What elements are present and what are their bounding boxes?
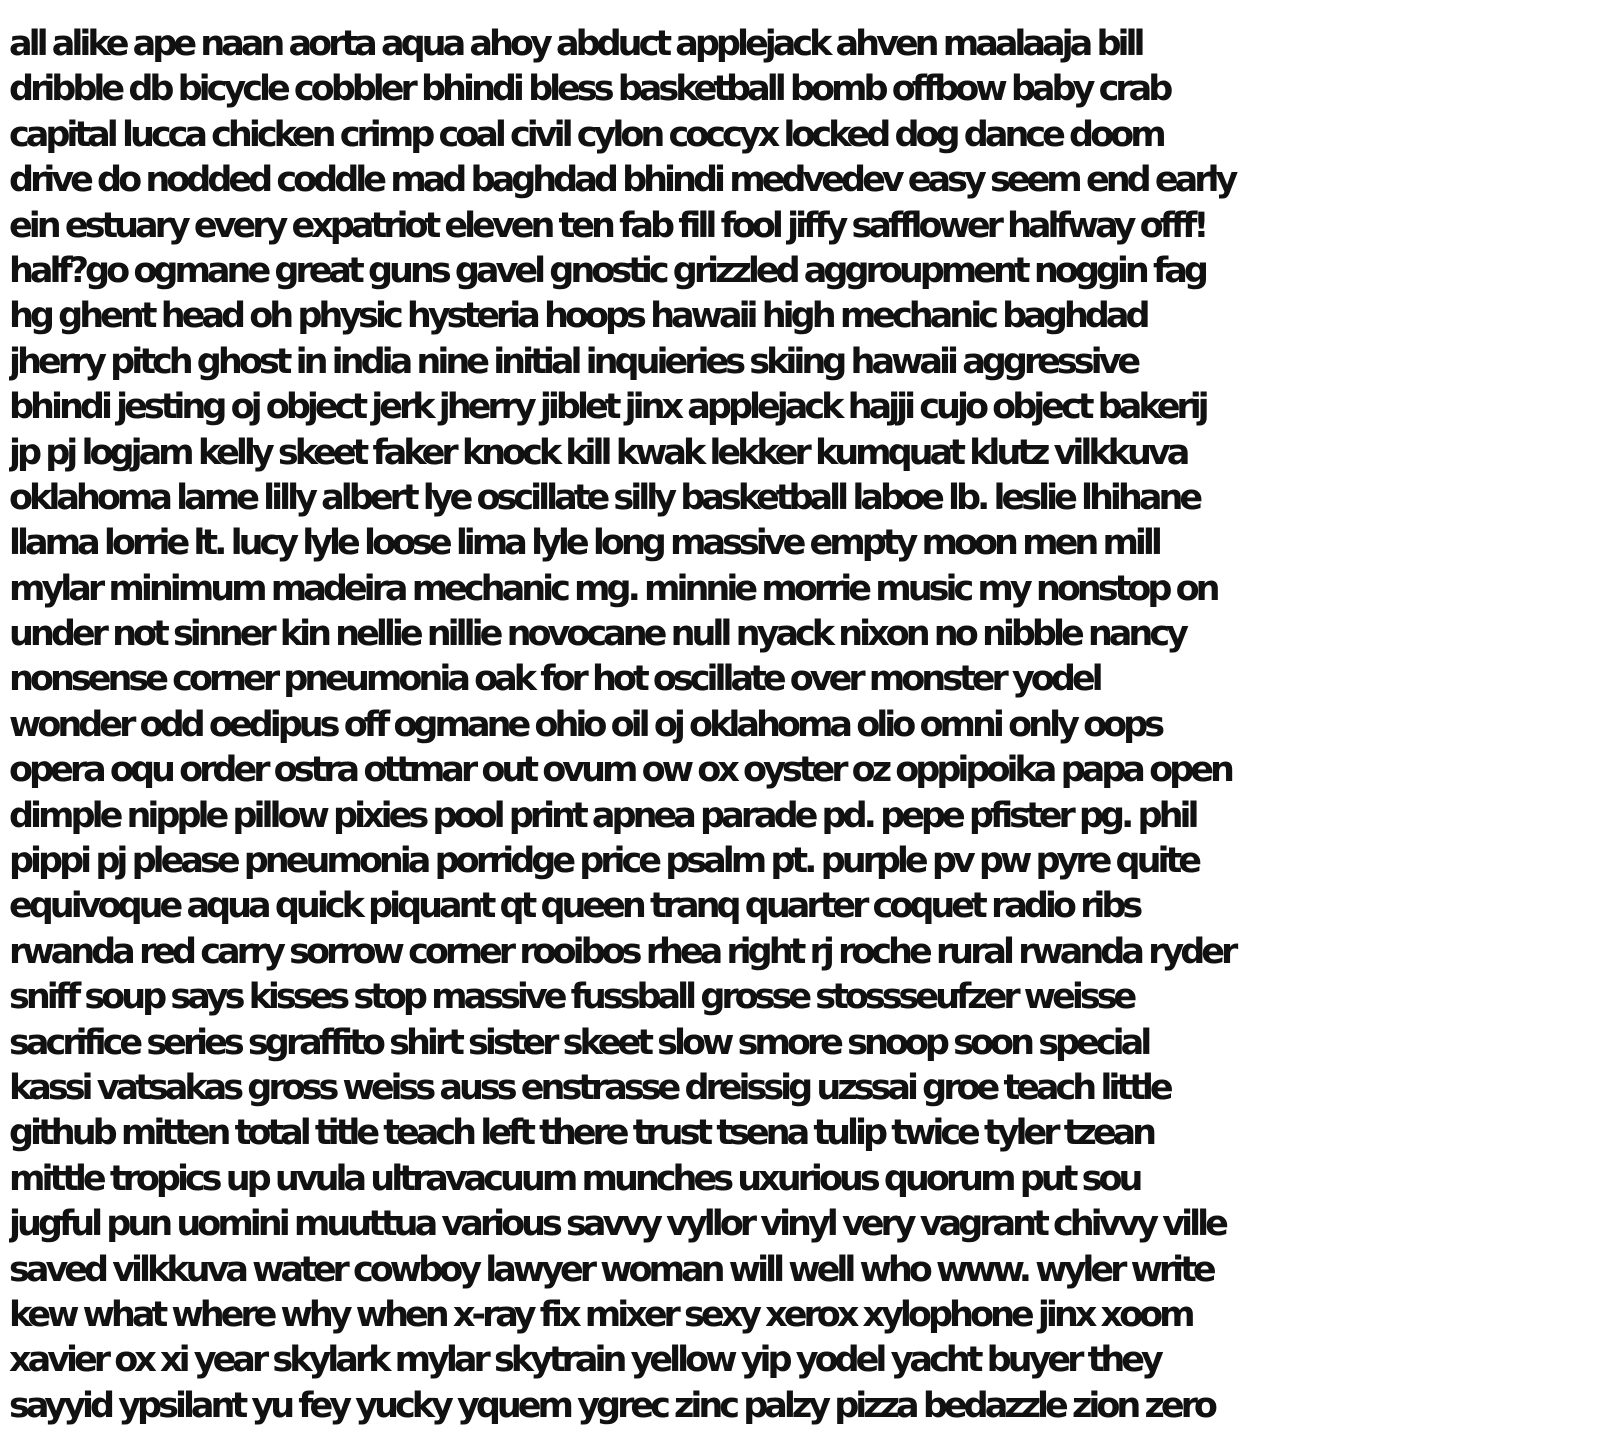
text-line: rwanda red carry sorrow corner rooibos rhea right rj roche rural rwanda ryder (9, 931, 1235, 972)
text-line: all alike ape naan aorta aqua ahoy abduct applejack ahven maalaaja bill (9, 24, 1142, 64)
text-line: wonder odd oedipus off ogmane ohio oil oj oklahoma olio omni only oops (9, 704, 1162, 745)
text-line: jherry pitch ghost in india nine initial inquieries skiing hawaii aggressive (9, 341, 1138, 382)
text-line: sniff soup says kisses stop massive fussball grosse stossseufzer weisse (9, 977, 1134, 1018)
text-line: dimple nipple pillow pixies pool print apnea parade pd. pepe pfister pg. phil (9, 795, 1196, 836)
text-line: ein estuary every expatriot eleven ten fab fill fool jiffy safflower halfway offf! (9, 205, 1206, 246)
text-line: sacrifice series sgraffito shirt sister skeet slow smore snoop soon special (9, 1022, 1149, 1063)
text-line: xavier ox xi year skylark mylar skytrain yellow yip yodel yacht buyer they (9, 1340, 1160, 1381)
text-sample-block (9, 22, 1619, 1436)
text-line: oklahoma lame lilly albert lye oscillate silly basketball laboe lb. leslie lhihane (9, 477, 1200, 518)
text-line: hg ghent head oh physic hysteria hoops hawaii high mechanic baghdad (9, 296, 1147, 337)
text-line: half?go ogmane great guns gavel gnostic grizzled aggroupment noggin fag (9, 250, 1205, 291)
text-line: jugful pun uomini muuttua various savvy vyllor vinyl very vagrant chivvy ville (9, 1204, 1225, 1245)
text-line: saved vilkkuva water cowboy lawyer woman will well who www. wyler write (9, 1249, 1213, 1290)
text-line: mittle tropics up uvula ultravacuum munches uxurious quorum put sou (9, 1158, 1140, 1199)
text-line: under not sinner kin nellie nillie novocane null nyack nixon no nibble nancy (9, 614, 1185, 655)
text-line: kassi vatsakas gross weiss auss enstrasse dreissig uzssai groe teach little (9, 1067, 1170, 1108)
text-line: github mitten total title teach left there trust tsena tulip twice tyler tzean (9, 1113, 1154, 1154)
text-line: mylar minimum madeira mechanic mg. minnie morrie music my nonstop on (9, 568, 1217, 609)
text-line: nonsense corner pneumonia oak for hot oscillate over monster yodel (9, 659, 1100, 700)
text-line: equivoque aqua quick piquant qt queen tranq quarter coquet radio ribs (9, 886, 1140, 927)
text-line: opera oqu order ostra ottmar out ovum ow ox oyster oz oppipoika papa open (9, 750, 1231, 791)
text-line: sayyid ypsilant yu fey yucky yquem ygrec zinc palzy pizza bedazzle zion zero (9, 1385, 1214, 1426)
text-line: bhindi jesting oj object jerk jherry jiblet jinx applejack hajji cujo object bakerij (9, 387, 1206, 428)
text-line: kew what where why when x-ray fix mixer sexy xerox xylophone jinx xoom (9, 1294, 1192, 1335)
text-line: drive do nodded coddle mad baghdad bhindi medvedev easy seem end early (9, 160, 1235, 201)
text-line: capital lucca chicken crimp coal civil cylon coccyx locked dog dance doom (9, 114, 1163, 155)
text-line: llama lorrie lt. lucy lyle loose lima lyle long massive empty moon men mill (9, 523, 1159, 564)
text-line: jp pj logjam kelly skeet faker knock kill kwak lekker kumquat klutz vilkkuva (9, 432, 1187, 473)
text-line: pippi pj please pneumonia porridge price psalm pt. purple pv pw pyre quite (9, 841, 1198, 882)
text-line: dribble db bicycle cobbler bhindi bless basketball bomb offbow baby crab (9, 69, 1170, 110)
